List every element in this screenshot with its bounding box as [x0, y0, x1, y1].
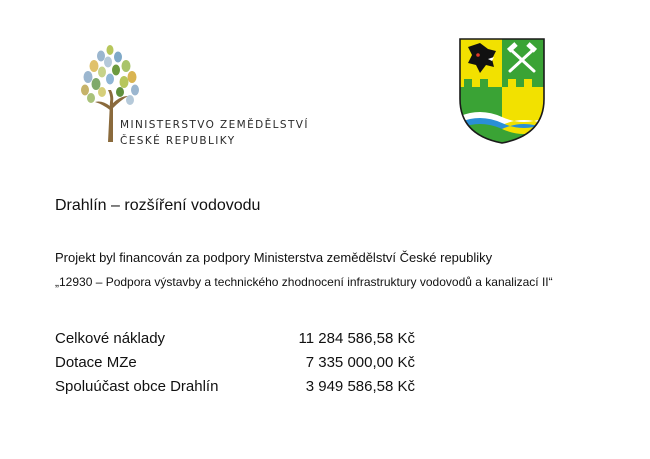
cost-row — [55, 354, 415, 378]
funding-statement: Projekt byl financován za podpory Ministerstva zemědělství České republiky — [55, 250, 493, 265]
cost-label: Celkové náklady — [55, 330, 166, 347]
cost-value: 7 335 000,00 Kč — [305, 354, 415, 371]
cost-row — [55, 378, 415, 402]
ministry-name-line2: ČESKÉ REPUBLIKY — [120, 135, 236, 147]
program-name: „12930 – Podpora výstavby a technického zhodnocení infrastruktury vodovodů a kanalizací II“ — [55, 275, 553, 289]
ministry-name-line1: MINISTERSTVO ZEMĚDĚLSTVÍ — [120, 119, 309, 131]
cost-value: 11 284 586,58 Kč — [298, 330, 415, 347]
ministry-logo — [80, 44, 310, 154]
cost-row — [55, 330, 415, 354]
cost-label: Spoluúčast obce Drahlín — [55, 378, 219, 395]
cost-label: Dotace MZe — [55, 354, 137, 371]
coat-of-arms-icon — [458, 37, 546, 145]
project-title: Drahlín – rozšíření vodovodu — [55, 197, 261, 214]
cost-value: 3 949 586,58 Kč — [305, 378, 415, 395]
cost-table — [55, 330, 415, 402]
